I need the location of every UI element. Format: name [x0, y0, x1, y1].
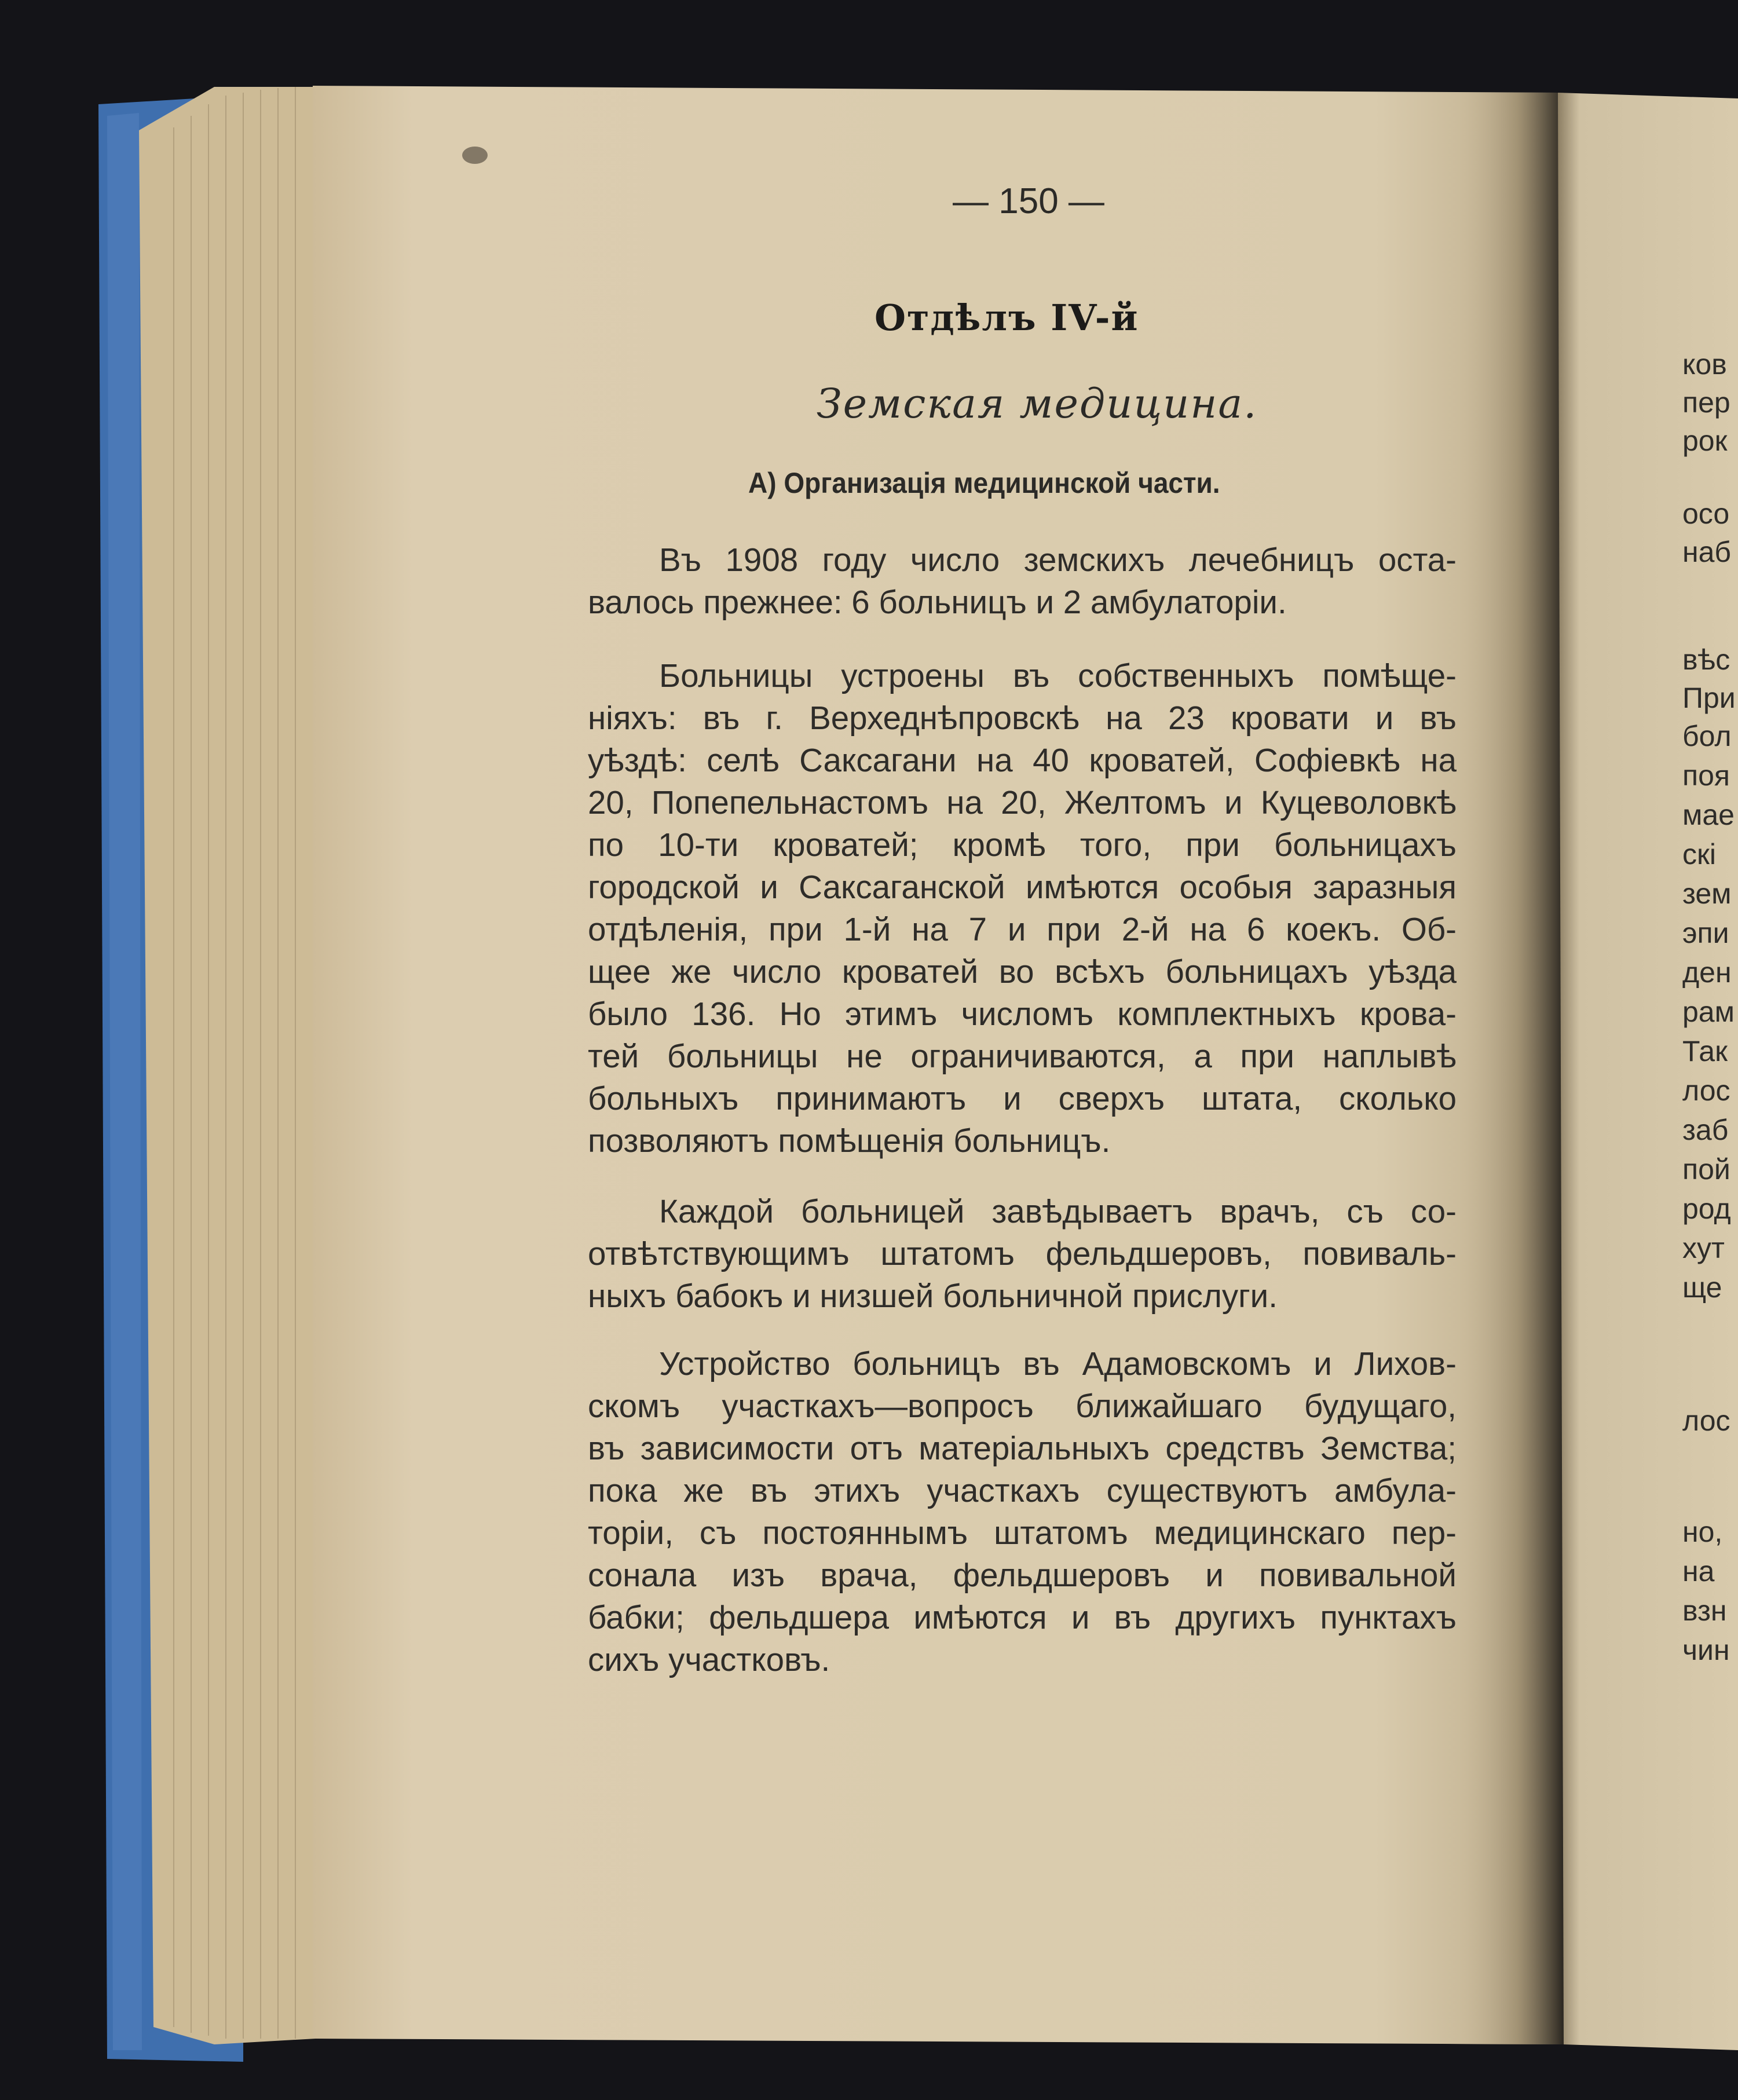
right-page-fragment: чин [1682, 1634, 1730, 1666]
right-page-fragment: но, [1682, 1516, 1723, 1548]
right-page-fragment: рок [1682, 425, 1728, 457]
right-page-fragment: бол [1682, 720, 1732, 752]
right-page-fragment: Так [1682, 1035, 1728, 1067]
text-line: Каждой больницей завѣдываетъ врачъ, съ со- [659, 1193, 1457, 1230]
text-line: тей больницы не ограничиваются, а при наплывѣ [588, 1038, 1457, 1074]
right-page-fragment: эпи [1682, 917, 1729, 949]
right-page-fragment: рам [1682, 996, 1735, 1028]
text-line: въ зависимости отъ матеріальныхъ средствъ Земства; [588, 1430, 1457, 1466]
right-page-fragment: взн [1682, 1594, 1727, 1627]
right-page-fragment: ков [1682, 348, 1727, 381]
page-number: — 150 — [953, 181, 1104, 221]
right-page-fragment: мае [1682, 799, 1735, 831]
right-page-fragment: род [1682, 1192, 1731, 1225]
right-page-fragment: поя [1682, 759, 1730, 792]
subheading: А) Организація медицинской части. [748, 467, 1220, 499]
text-line: городской и Саксаганской имѣются особыя заразныя [588, 869, 1457, 905]
text-line: уѣздѣ: селѣ Саксагани на 40 кроватей, Софіевкѣ на [588, 742, 1457, 778]
text-line: торіи, съ постояннымъ штатомъ медицинскаго пер- [588, 1514, 1457, 1551]
text-line: сонала изъ врача, фельдшеровъ и повивальной [588, 1557, 1457, 1593]
text-line: скомъ участкахъ—вопросъ ближайшаго будущаго, [588, 1388, 1457, 1424]
text-line: пока же въ этихъ участкахъ существуютъ амбула- [588, 1472, 1457, 1509]
text-line: позволяютъ помѣщенія больницъ. [588, 1122, 1111, 1159]
text-line: ніяхъ: въ г. Верхеднѣпровскѣ на 23 кровати и въ [588, 700, 1457, 736]
right-page-fragment: пер [1682, 386, 1730, 419]
right-page-fragment: хут [1682, 1232, 1725, 1264]
text-line: валось прежнее: 6 больницъ и 2 амбулаторіи. [588, 584, 1287, 620]
text-line: отдѣленія, при 1-й на 7 и при 2-й на 6 коекъ. Об- [588, 911, 1457, 947]
right-page-fragment: на [1682, 1555, 1715, 1587]
chapter-subtitle: Земская медицина. [817, 380, 1258, 427]
text-line: отвѣтствующимъ штатомъ фельдшеровъ, повиваль- [588, 1235, 1457, 1272]
text-line: бабки; фельдшера имѣются и въ другихъ пунктахъ [588, 1599, 1457, 1636]
paragraph-4 [588, 1342, 1457, 1681]
paragraph-1 [588, 539, 1457, 623]
right-page-fragment: вѣс [1682, 643, 1730, 676]
right-page-fragment: осо [1682, 497, 1730, 530]
right-page-fragment: ще [1682, 1271, 1722, 1304]
paragraph-2 [588, 654, 1457, 1162]
paragraph-3 [588, 1190, 1457, 1317]
right-page-fragment: лос [1682, 1404, 1730, 1437]
text-line: по 10-ти кроватей; кромѣ того, при больницахъ [588, 826, 1457, 863]
right-page-fragment: ден [1682, 956, 1732, 989]
text-line: сихъ участковъ. [588, 1641, 830, 1678]
text-line: Въ 1908 году число земскихъ лечебницъ оста- [659, 542, 1457, 578]
right-page-fragment: При [1682, 682, 1736, 714]
text-line: больныхъ принимаютъ и сверхъ штата, сколько [588, 1080, 1457, 1117]
right-page-fragment: лос [1682, 1074, 1730, 1107]
right-page-fragment: пой [1682, 1153, 1730, 1186]
right-page-fragment: заб [1682, 1114, 1729, 1146]
right-page-fragment: зем [1682, 877, 1732, 910]
right-page-fragment: скі [1682, 838, 1716, 870]
text-line: 20, Попепельнастомъ на 20, Желтомъ и Куцеволовкѣ [588, 784, 1457, 821]
text-line: Устройство больницъ въ Адамовскомъ и Лихов- [659, 1345, 1457, 1382]
text-line: было 136. Но этимъ числомъ комплектныхъ крова- [588, 996, 1457, 1032]
text-line: щее же число кроватей во всѣхъ больницахъ уѣзда [588, 953, 1457, 990]
right-page-fragment: наб [1682, 536, 1732, 568]
text-line: Больницы устроены въ собственныхъ помѣще- [659, 657, 1457, 694]
text-line: ныхъ бабокъ и низшей больничной прислуги. [588, 1278, 1278, 1314]
section-title: Отдѣлъ IV-й [875, 297, 1139, 339]
